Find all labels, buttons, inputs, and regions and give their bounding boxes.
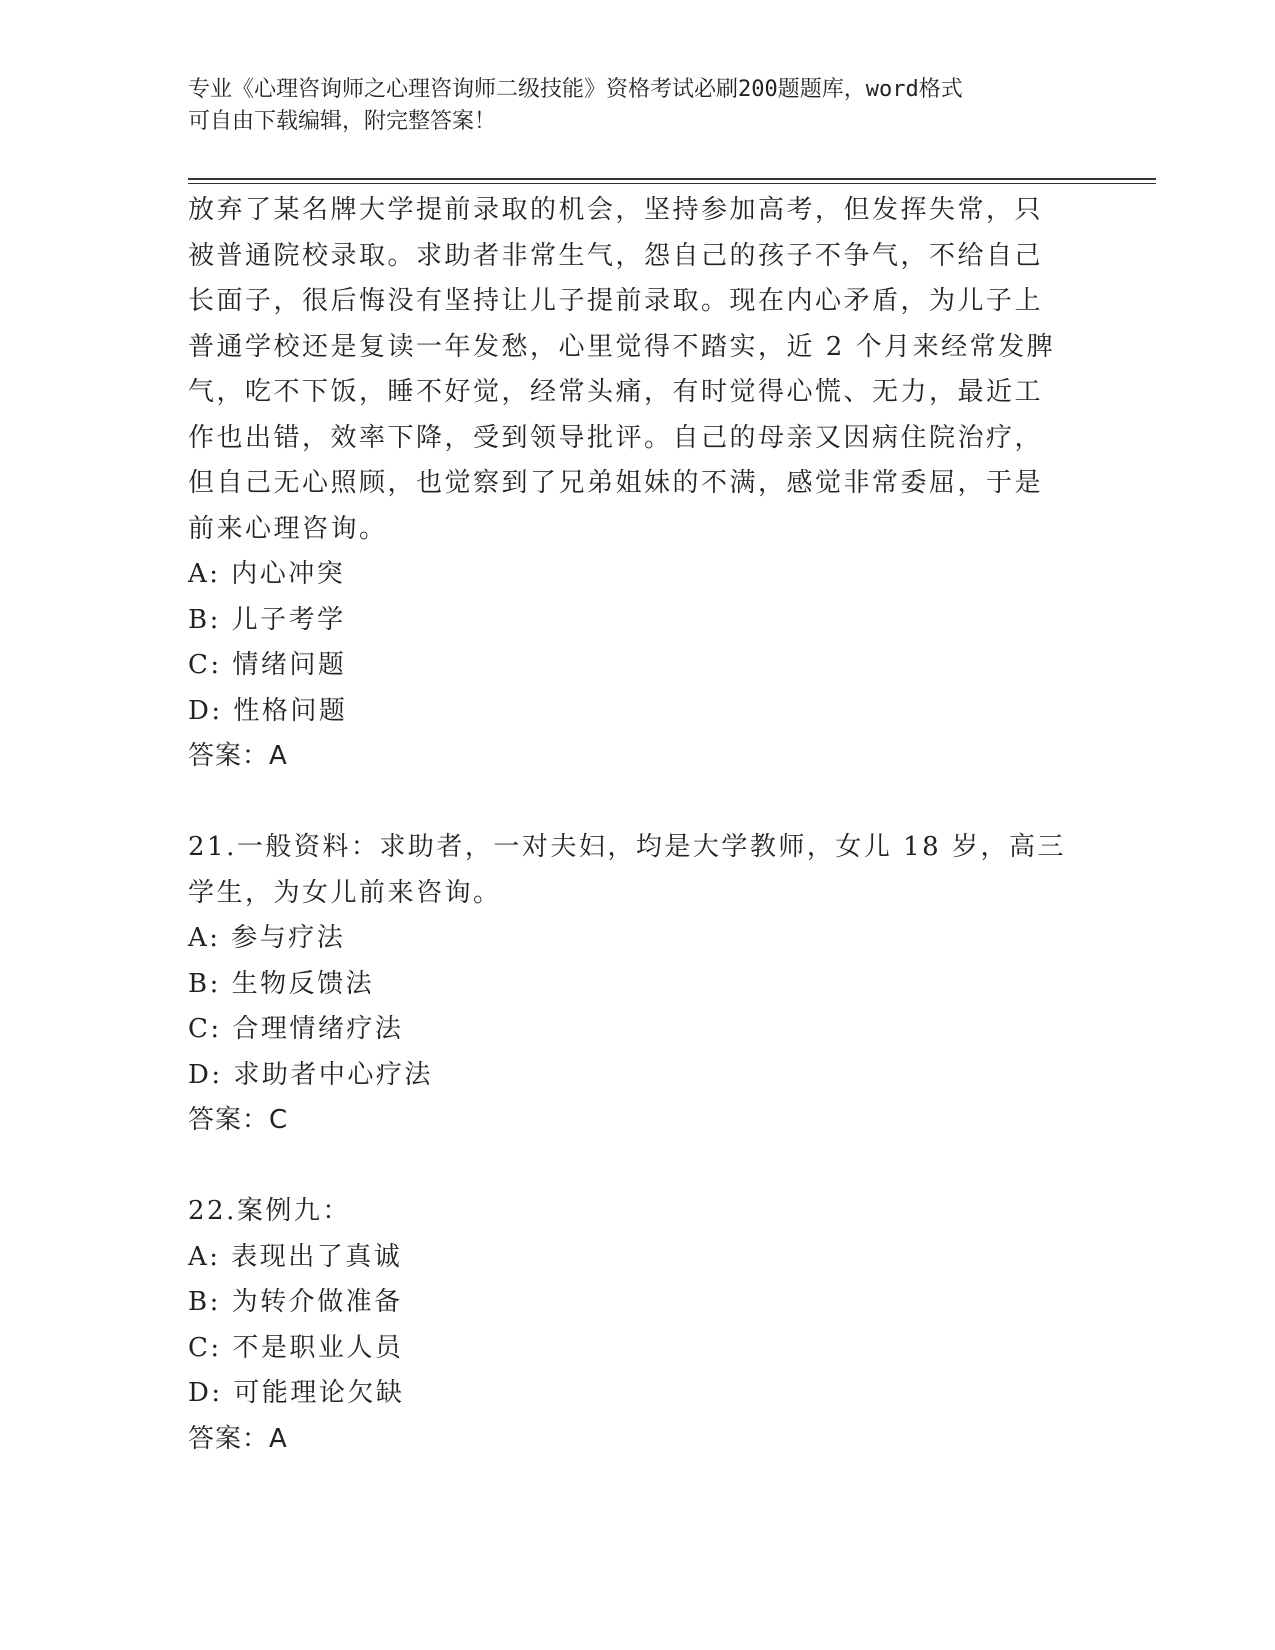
option-c: C: 不是职业人员 xyxy=(188,1332,404,1363)
answer-line: 答案：A xyxy=(188,1423,288,1454)
answer-line: 答案：A xyxy=(188,741,288,771)
question-text-line: 学生，为女儿前来咨询。 xyxy=(188,877,502,908)
question-21 xyxy=(188,825,1068,1144)
option-a: A: 内心冲突 xyxy=(188,559,346,589)
option-d: D: 可能理论欠缺 xyxy=(188,1378,405,1408)
option-c: C: 情绪问题 xyxy=(188,650,347,680)
header-title-line-1: 专业《心理咨询师之心理咨询师二级技能》资格考试必刷200题题库，word格式 xyxy=(188,77,963,102)
document-header xyxy=(188,74,1068,138)
option-b: B: 为转介做准备 xyxy=(188,1287,403,1317)
option-b: B: 儿子考学 xyxy=(188,604,346,635)
question-text-line: 长面子，很后悔没有坚持让儿子提前录取。现在内心矛盾，为儿子上 xyxy=(188,286,1044,316)
question-text-line: 被普通院校录取。求助者非常生气，怨自己的孩子不争气，不给自己 xyxy=(188,240,1044,271)
option-d: D: 性格问题 xyxy=(188,695,348,726)
spacer xyxy=(188,780,1068,826)
question-text-line: 气，吃不下饭，睡不好觉，经常头痛，有时觉得心慌、无力，最近工 xyxy=(188,377,1044,407)
document-body xyxy=(188,188,1068,1462)
question-text-line: 普通学校还是复读一年发愁，心里觉得不踏实，近 2 个月来经常发脾 xyxy=(188,331,1056,362)
question-text-line: 21.一般资料：求助者，一对夫妇，均是大学教师，女儿 18 岁，高三 xyxy=(188,832,1066,862)
option-c: C: 合理情绪疗法 xyxy=(188,1014,404,1044)
option-a: A: 参与疗法 xyxy=(188,923,346,953)
question-text-line: 但自己无心照顾，也觉察到了兄弟姐妹的不满，感觉非常委屈，于是 xyxy=(188,468,1044,498)
question-text-line: 22.案例九： xyxy=(188,1196,351,1226)
option-d: D: 求助者中心疗法 xyxy=(188,1059,433,1090)
option-b: B: 生物反馈法 xyxy=(188,968,375,999)
header-divider-thin xyxy=(188,183,1156,184)
answer-line: 答案：C xyxy=(188,1105,289,1135)
question-text-line: 前来心理咨询。 xyxy=(188,513,388,544)
question-text-line: 放弃了某名牌大学提前录取的机会，坚持参加高考，但发挥失常，只 xyxy=(188,195,1044,225)
question-22 xyxy=(188,1189,1068,1462)
question-continued xyxy=(188,188,1068,780)
question-text-line: 作也出错，效率下降，受到领导批评。自己的母亲又因病住院治疗， xyxy=(188,422,1044,453)
option-a: A: 表现出了真诚 xyxy=(188,1241,403,1272)
spacer xyxy=(188,1144,1068,1190)
header-divider-thick xyxy=(188,178,1156,180)
header-title-line-2: 可自由下载编辑，附完整答案！ xyxy=(188,109,497,134)
